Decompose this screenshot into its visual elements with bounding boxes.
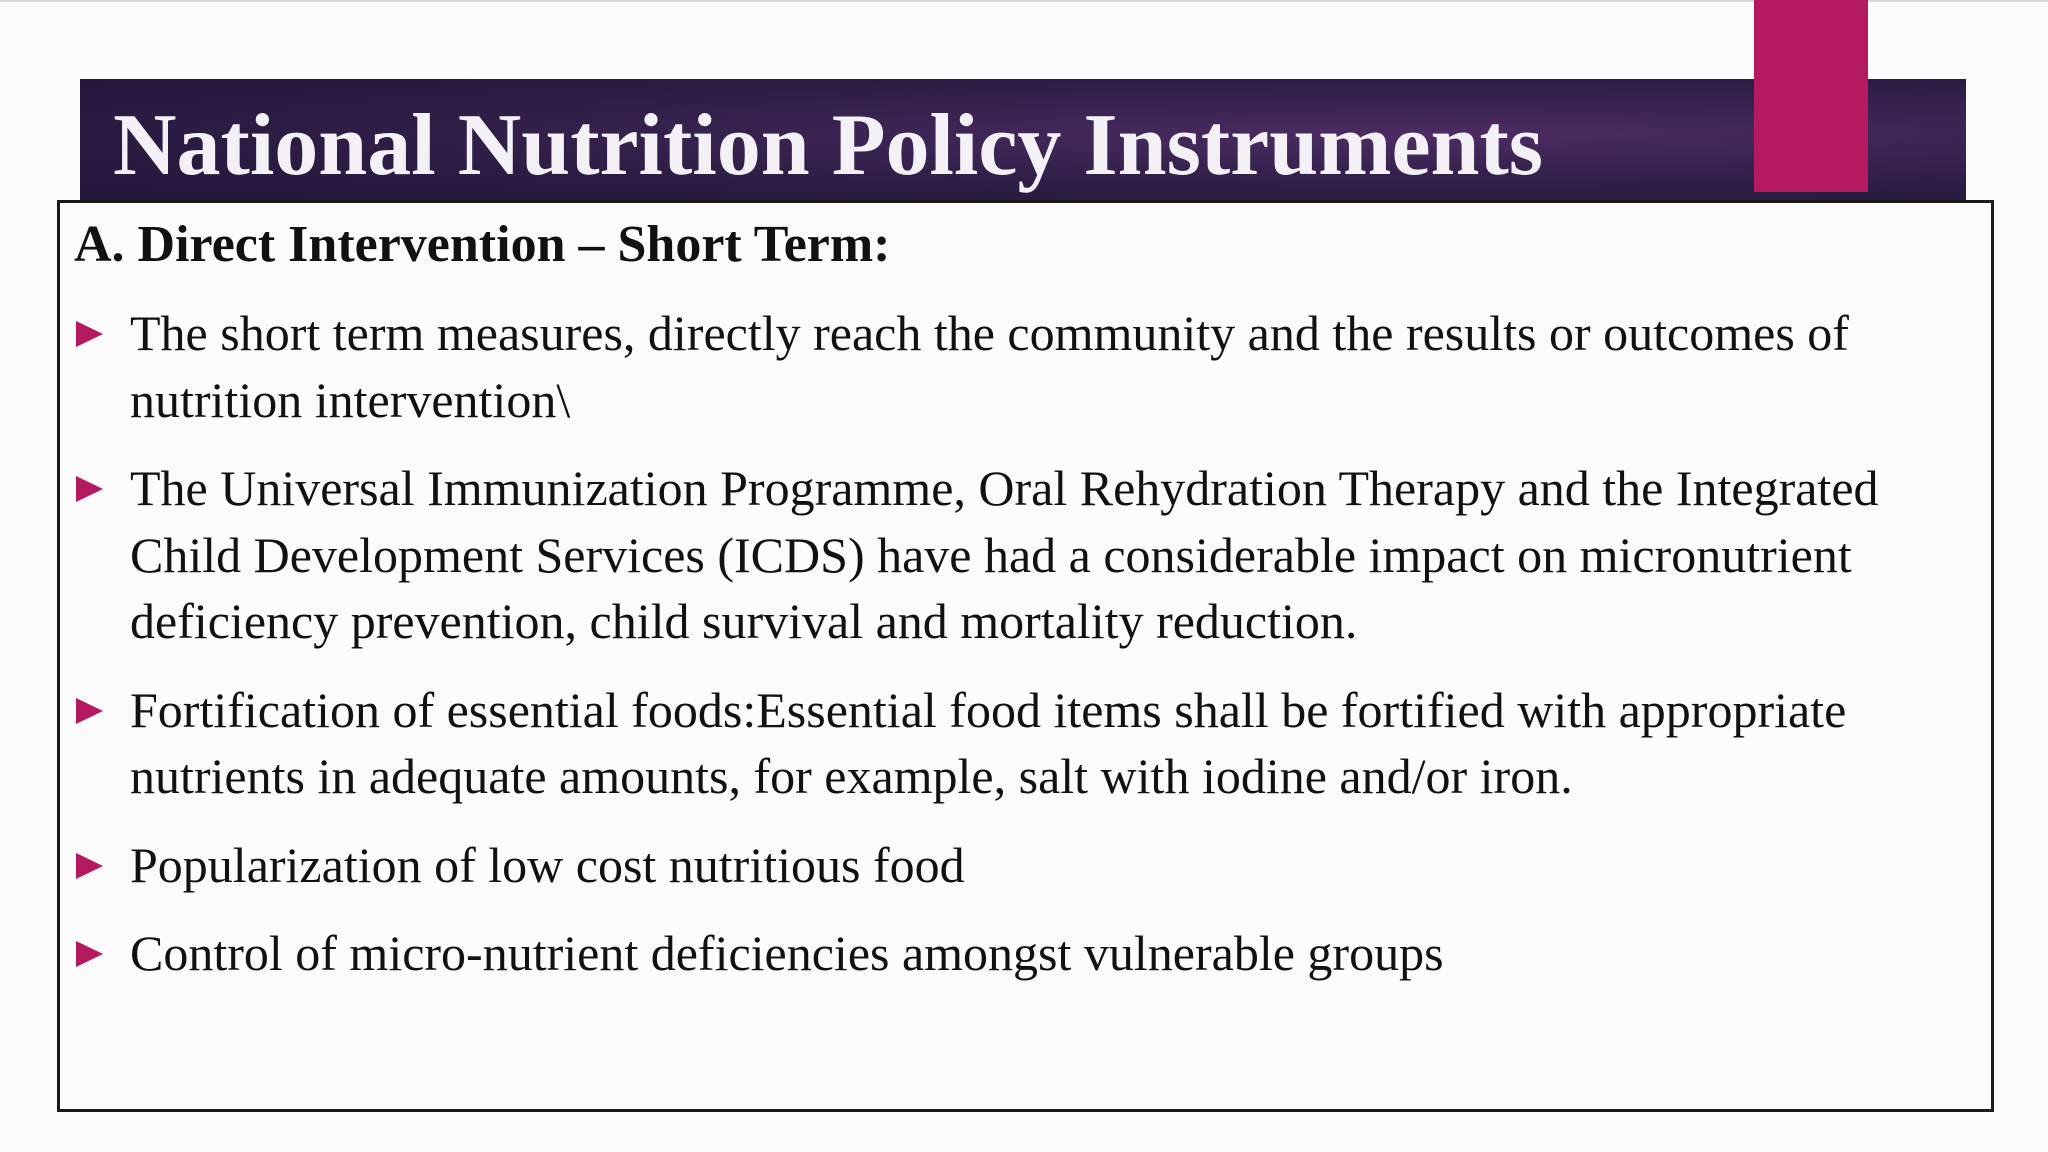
bullet-item	[74, 300, 1994, 433]
top-divider	[0, 0, 2048, 2]
bullet-item	[74, 832, 1994, 899]
bullet-text: Popularization of low cost nutritious food	[130, 836, 965, 893]
bullet-text: Control of micro-nutrient deficiencies amongst vulnerable groups	[130, 925, 1444, 981]
bullet-list	[74, 300, 1994, 1009]
triangle-right-icon	[76, 698, 103, 724]
bullet-text: The short term measures, directly reach the community and the results or outcomes of nutrition intervention\	[130, 305, 1849, 428]
triangle-right-icon	[76, 941, 103, 967]
bullet-item	[74, 677, 1994, 810]
triangle-right-icon	[76, 853, 103, 879]
bullet-item	[74, 920, 1994, 987]
triangle-right-icon	[76, 476, 103, 502]
section-heading: A. Direct Intervention – Short Term:	[74, 216, 891, 273]
title-accent-block	[1754, 0, 1868, 192]
triangle-right-icon	[76, 321, 103, 347]
bullet-text: The Universal Immunization Programme, Oral Rehydration Therapy and the Integrated Child Development Services (ICDS) have had a considerable impact on micronutrient deficiency prevention, child survival and mortality reduction.	[130, 460, 1879, 649]
bullet-item	[74, 455, 1994, 655]
slide-title: National Nutrition Policy Instruments	[113, 97, 1543, 194]
bullet-text: Fortification of essential foods:Essential food items shall be fortified with appropriate nutrients in adequate amounts, for example, salt with iodine and/or iron.	[130, 681, 1847, 804]
